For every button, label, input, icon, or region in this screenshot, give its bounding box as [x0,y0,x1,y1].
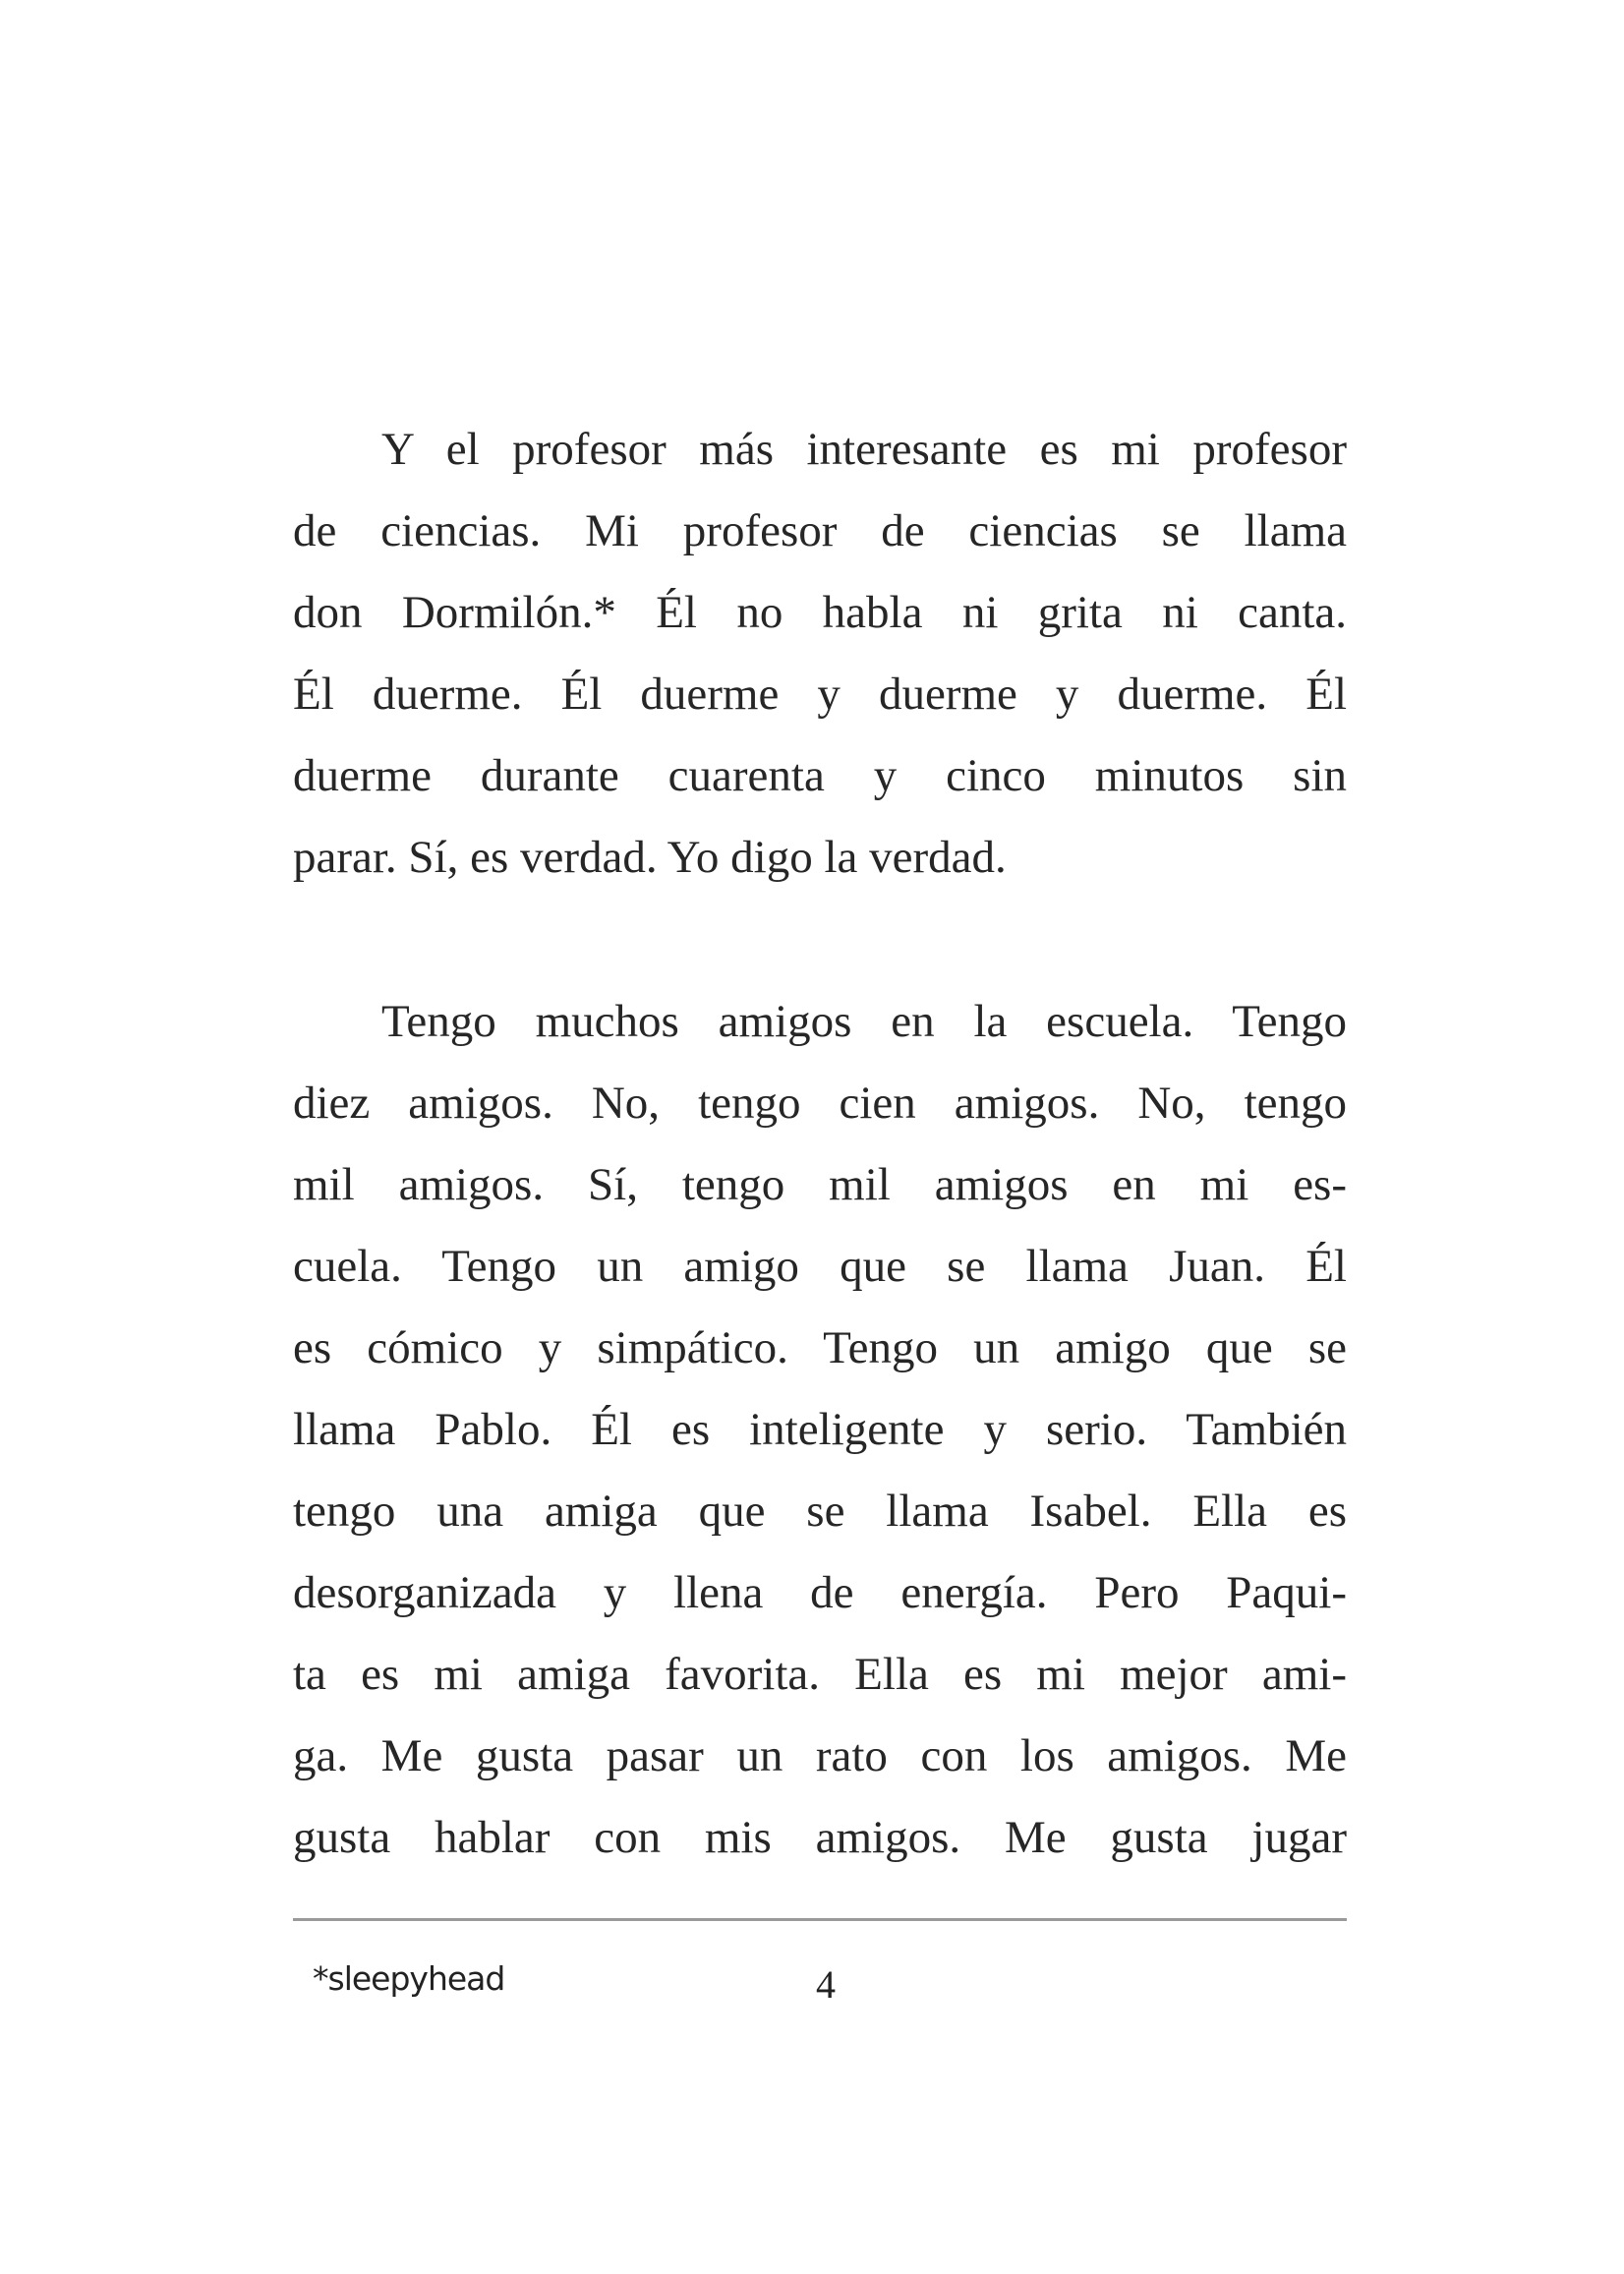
text-line: es cómico y simpático. Tengo un amigo que se [293,1322,1347,1373]
footnote: *sleepyhead [313,1959,505,1998]
text-line: desorganizada y llena de energía. Pero Paqui- [293,1567,1347,1618]
footnote-divider [293,1918,1347,1921]
text-line: diez amigos. No, tengo cien amigos. No, tengo [293,1078,1347,1129]
text-line: parar. Sí, es verdad. Yo digo la verdad. [293,832,1007,883]
text-line: don Dormilón.* Él no habla ni grita ni canta. [293,587,1347,638]
text-line: mil amigos. Sí, tengo mil amigos en mi es- [293,1159,1347,1210]
text-line: ta es mi amiga favorita. Ella es mi mejor ami- [293,1649,1347,1700]
text-line: gusta hablar con mis amigos. Me gusta jugar [293,1812,1347,1863]
text-line: Y el profesor más interesante es mi profesor [381,424,1347,475]
text-line: llama Pablo. Él es inteligente y serio. También [293,1404,1347,1455]
paragraph-2 [293,981,1347,1879]
paragraph-1 [293,409,1347,899]
text-line: duerme durante cuarenta y cinco minutos sin [293,750,1347,801]
text-line: tengo una amiga que se llama Isabel. Ella es [293,1486,1347,1537]
text-line: de ciencias. Mi profesor de ciencias se llama [293,505,1347,556]
text-line: Él duerme. Él duerme y duerme y duerme. Él [293,669,1347,720]
text-line: cuela. Tengo un amigo que se llama Juan. Él [293,1241,1347,1292]
page-number: 4 [816,1962,836,2007]
text-line: Tengo muchos amigos en la escuela. Tengo [381,996,1347,1047]
text-line: ga. Me gusta pasar un rato con los amigos. Me [293,1730,1347,1781]
